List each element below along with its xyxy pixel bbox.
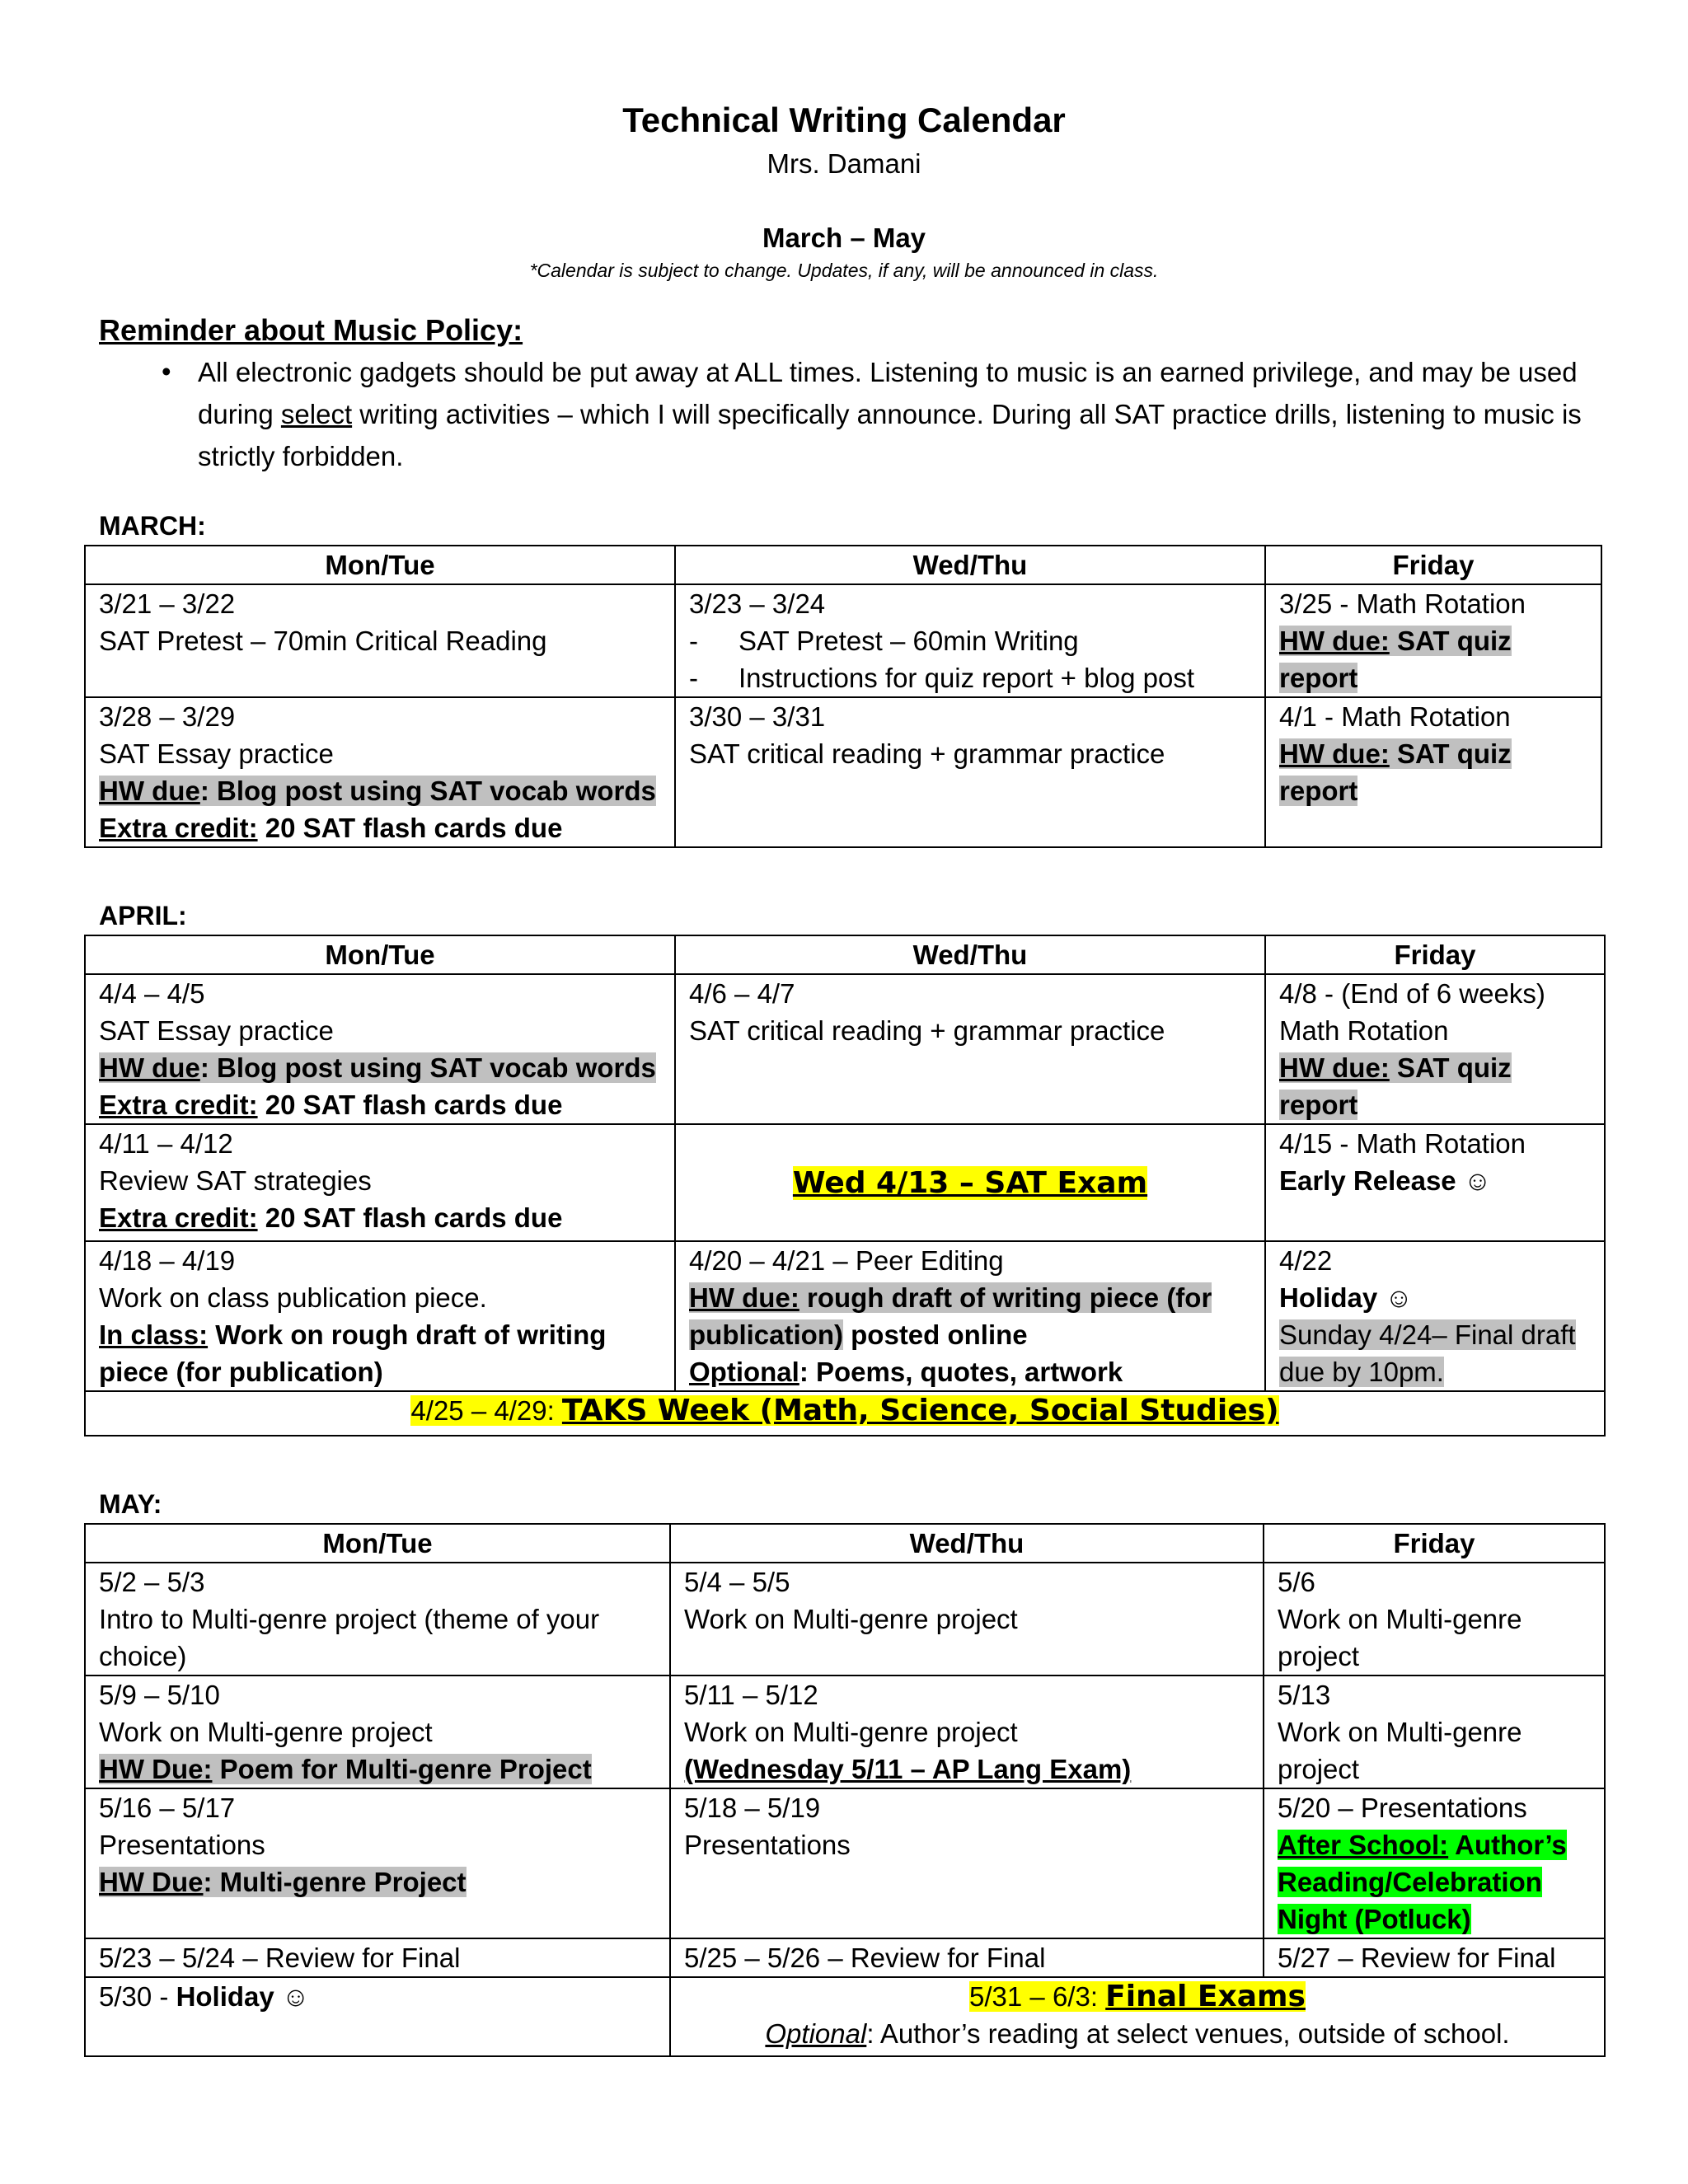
hw-due-text: : Blog post using SAT vocab words bbox=[199, 776, 656, 806]
hw-due-label: HW due bbox=[99, 776, 200, 806]
sat-exam-banner: Wed 4/13 – SAT Exam bbox=[792, 1165, 1148, 1200]
table-row bbox=[85, 1675, 1605, 1788]
optional-label: Optional bbox=[765, 2018, 867, 2049]
cell-date: 5/9 – 5/10 bbox=[99, 1680, 220, 1710]
hw-due-text: SAT quiz report bbox=[1279, 738, 1512, 806]
table-cell bbox=[1265, 697, 1601, 847]
in-class-label: In class: bbox=[99, 1319, 209, 1350]
table-cell bbox=[85, 1563, 670, 1675]
table-cell bbox=[1264, 1675, 1605, 1788]
extra-credit-text: 20 SAT flash cards due bbox=[257, 1090, 563, 1120]
cell-text: SAT Pretest – 60min Writing bbox=[738, 626, 1079, 656]
list-item: - SAT Pretest – 60min Writing bbox=[689, 622, 1251, 659]
after-school-text: Author’s Reading/Celebration Night (Potluck) bbox=[1278, 1830, 1567, 1934]
reminder-heading: Reminder about Music Policy: bbox=[99, 313, 523, 347]
bullet-icon: • bbox=[162, 356, 171, 387]
cell-date: 3/21 – 3/22 bbox=[99, 588, 236, 619]
cell-date: 4/18 – 4/19 bbox=[99, 1245, 236, 1276]
cell-text: SAT Pretest – 70min Critical Reading bbox=[99, 626, 547, 656]
cell-text: 4/1 - Math Rotation bbox=[1279, 701, 1511, 732]
table-cell bbox=[675, 584, 1265, 697]
col-header-mon-tue: Mon/Tue bbox=[85, 935, 675, 974]
cell-text: SAT critical reading + grammar practice bbox=[689, 1015, 1165, 1046]
table-cell bbox=[1265, 584, 1601, 697]
cell-text: 4/20 – 4/21 – Peer Editing bbox=[689, 1245, 1004, 1276]
ap-lang-exam-note: (Wednesday 5/11 – AP Lang Exam) bbox=[684, 1754, 1132, 1784]
table-cell bbox=[675, 1124, 1265, 1241]
cell-date: 5/16 – 5/17 bbox=[99, 1793, 236, 1823]
cell-date: 3/28 – 3/29 bbox=[99, 701, 236, 732]
reminder-text-after: writing activities – which I will specifically announce. During all SAT practice drills, listening to music is strictly forbidden. bbox=[198, 399, 1582, 471]
cell-text: 5/20 – Presentations bbox=[1278, 1793, 1527, 1823]
hw-due-after: posted online bbox=[842, 1319, 1028, 1350]
table-row bbox=[85, 1788, 1605, 1938]
final-exams-dates: 5/31 – 6/3: bbox=[969, 1981, 1106, 2012]
cell-date: 5/18 – 5/19 bbox=[684, 1793, 821, 1823]
reminder-text-underlined: select bbox=[280, 399, 353, 429]
cell-text: 4/8 - (End of 6 weeks) bbox=[1279, 978, 1545, 1009]
cell-date: 5/11 – 5/12 bbox=[684, 1680, 818, 1710]
cell-text: Work on Multi-genre project bbox=[99, 1717, 433, 1747]
table-row bbox=[85, 697, 1601, 847]
cell-date: 4/6 – 4/7 bbox=[689, 978, 795, 1009]
cell-date: 4/11 – 4/12 bbox=[99, 1128, 233, 1159]
optional-text: : Author’s reading at select venues, outside of school. bbox=[866, 2018, 1510, 2049]
cell-date: 4/22 bbox=[1279, 1245, 1333, 1276]
in-class-text: Work on rough draft of writing piece (for publication) bbox=[99, 1319, 607, 1387]
col-header-mon-tue: Mon/Tue bbox=[85, 546, 675, 584]
hw-due-label: HW Due bbox=[99, 1867, 204, 1897]
hw-due-text: SAT quiz report bbox=[1279, 626, 1512, 693]
optional-text: : Poems, quotes, artwork bbox=[799, 1357, 1123, 1387]
table-cell bbox=[670, 1788, 1264, 1938]
cell-date: 5/2 – 5/3 bbox=[99, 1567, 205, 1597]
cell-date: 5/13 bbox=[1278, 1680, 1331, 1710]
cell-text: Math Rotation bbox=[1279, 1015, 1449, 1046]
table-row bbox=[85, 1938, 1605, 1977]
cell-date: 3/30 – 3/31 bbox=[689, 701, 826, 732]
extra-credit-label: Extra credit: bbox=[99, 813, 258, 843]
col-header-mon-tue: Mon/Tue bbox=[85, 1524, 670, 1563]
change-note: *Calendar is subject to change. Updates, if any, will be announced in class. bbox=[529, 260, 1159, 281]
hw-due-label: HW Due: bbox=[99, 1754, 213, 1784]
extra-credit-text: 20 SAT flash cards due bbox=[257, 813, 563, 843]
cell-text: Presentations bbox=[684, 1830, 851, 1860]
may-label: MAY: bbox=[99, 1489, 162, 1519]
final-exams-text: Final Exams bbox=[1105, 1980, 1306, 2013]
table-cell bbox=[85, 1124, 675, 1241]
table-row bbox=[85, 974, 1605, 1124]
table-header-row bbox=[85, 546, 1601, 584]
table-row bbox=[85, 1563, 1605, 1675]
cell-date: 5/30 - bbox=[99, 1981, 176, 2012]
cell-date: 4/4 – 4/5 bbox=[99, 978, 205, 1009]
table-header-row bbox=[85, 1524, 1605, 1563]
hw-due-label: HW due: bbox=[1279, 1052, 1390, 1083]
holiday-text: Holiday ☺ bbox=[1279, 1282, 1414, 1313]
after-school-label: After School: bbox=[1278, 1830, 1449, 1860]
cell-text: Review SAT strategies bbox=[99, 1165, 372, 1196]
cell-text: 3/25 - Math Rotation bbox=[1279, 588, 1526, 619]
cell-text: Work on Multi-genre project bbox=[684, 1604, 1018, 1634]
table-row bbox=[85, 1124, 1605, 1241]
table-cell bbox=[85, 1977, 670, 2056]
table-cell bbox=[670, 1563, 1264, 1675]
col-header-wed-thu: Wed/Thu bbox=[675, 546, 1265, 584]
col-header-wed-thu: Wed/Thu bbox=[670, 1524, 1264, 1563]
table-row bbox=[85, 1391, 1605, 1436]
table-cell bbox=[85, 1241, 675, 1391]
page-title: Technical Writing Calendar bbox=[622, 101, 1066, 139]
table-header-row bbox=[85, 935, 1605, 974]
table-row bbox=[85, 584, 1601, 697]
date-range: March – May bbox=[762, 223, 926, 253]
may-table bbox=[84, 1523, 1606, 2057]
table-cell bbox=[1264, 1563, 1605, 1675]
cell-text: Instructions for quiz report + blog post bbox=[738, 663, 1195, 693]
col-header-friday: Friday bbox=[1265, 935, 1605, 974]
cell-date: 3/23 – 3/24 bbox=[689, 588, 826, 619]
april-table bbox=[84, 935, 1606, 1436]
col-header-wed-thu: Wed/Thu bbox=[675, 935, 1265, 974]
hw-due-label: HW due bbox=[99, 1052, 200, 1083]
table-cell bbox=[670, 1675, 1264, 1788]
hw-due-text: : Blog post using SAT vocab words bbox=[199, 1052, 656, 1083]
table-cell bbox=[675, 697, 1265, 847]
list-item: - Instructions for quiz report + blog post bbox=[689, 659, 1251, 696]
hw-due-label: HW due: bbox=[1279, 738, 1390, 769]
cell-text: 4/15 - Math Rotation bbox=[1279, 1128, 1526, 1159]
cell-text: Presentations bbox=[99, 1830, 265, 1860]
table-cell bbox=[85, 1675, 670, 1788]
teacher-name: Mrs. Damani bbox=[767, 148, 921, 179]
cell-text: SAT Essay practice bbox=[99, 1015, 334, 1046]
table-row bbox=[85, 1241, 1605, 1391]
table-cell bbox=[1265, 1124, 1605, 1241]
table-cell bbox=[1265, 974, 1605, 1124]
cell-text: Intro to Multi-genre project (theme of your choice) bbox=[99, 1604, 600, 1671]
table-cell: 5/25 – 5/26 – Review for Final bbox=[670, 1938, 1264, 1977]
table-cell bbox=[1265, 1241, 1605, 1391]
hw-due-text: : Multi-genre Project bbox=[203, 1867, 467, 1897]
march-label: MARCH: bbox=[99, 511, 206, 541]
cell-text: Work on Multi-genre project bbox=[1278, 1604, 1522, 1671]
col-header-friday: Friday bbox=[1265, 546, 1601, 584]
final-exams-cell bbox=[670, 1977, 1605, 2056]
taks-dates: 4/25 – 4/29: bbox=[410, 1395, 562, 1426]
table-row bbox=[85, 1977, 1605, 2056]
cell-text: Work on Multi-genre project bbox=[684, 1717, 1018, 1747]
table-cell bbox=[85, 697, 675, 847]
hw-due-label: HW due: bbox=[1279, 626, 1390, 656]
early-release-text: Early Release ☺ bbox=[1279, 1165, 1492, 1196]
hw-due-text: Poem for Multi-genre Project bbox=[212, 1754, 592, 1784]
hw-due-text: SAT quiz report bbox=[1279, 1052, 1512, 1120]
table-cell bbox=[675, 1241, 1265, 1391]
col-header-friday: Friday bbox=[1264, 1524, 1605, 1563]
cell-text: SAT Essay practice bbox=[99, 738, 334, 769]
holiday-text: Holiday ☺ bbox=[176, 1981, 310, 2012]
cell-text: SAT critical reading + grammar practice bbox=[689, 738, 1165, 769]
table-cell: 5/23 – 5/24 – Review for Final bbox=[85, 1938, 670, 1977]
extra-credit-label: Extra credit: bbox=[99, 1202, 258, 1233]
taks-week-text: TAKS Week (Math, Science, Social Studies) bbox=[561, 1394, 1279, 1427]
cell-date: 5/4 – 5/5 bbox=[684, 1567, 790, 1597]
table-cell bbox=[675, 974, 1265, 1124]
cell-date: 5/6 bbox=[1278, 1567, 1315, 1597]
march-table bbox=[84, 545, 1602, 848]
final-draft-note: Sunday 4/24– Final draft due by 10pm. bbox=[1279, 1319, 1576, 1387]
reminder-text bbox=[198, 351, 1599, 477]
extra-credit-label: Extra credit: bbox=[99, 1090, 258, 1120]
hw-due-label: HW due: bbox=[689, 1282, 799, 1313]
reminder-text-before: All electronic gadgets should be put away at ALL times. Listening to music is an earned privilege, and may be used during bbox=[198, 357, 1578, 429]
cell-text: Work on class publication piece. bbox=[99, 1282, 487, 1313]
table-cell bbox=[1264, 1788, 1605, 1938]
table-cell bbox=[85, 1788, 670, 1938]
table-cell bbox=[85, 974, 675, 1124]
optional-label: Optional bbox=[689, 1357, 799, 1387]
taks-week-row bbox=[85, 1391, 1605, 1436]
april-label: APRIL: bbox=[99, 901, 187, 930]
table-cell bbox=[85, 584, 675, 697]
cell-text: Work on Multi-genre project bbox=[1278, 1717, 1522, 1784]
extra-credit-text: 20 SAT flash cards due bbox=[257, 1202, 563, 1233]
table-cell: 5/27 – Review for Final bbox=[1264, 1938, 1605, 1977]
hw-due-text: rough draft of writing piece (for publication) bbox=[689, 1282, 1212, 1350]
